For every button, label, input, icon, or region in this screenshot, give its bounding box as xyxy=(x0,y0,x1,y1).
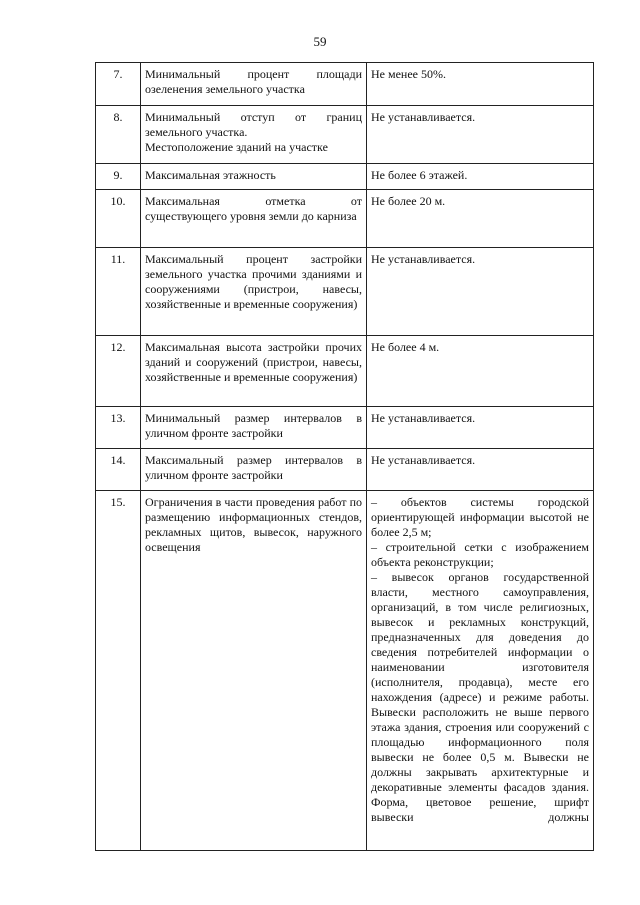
row-number: 10. xyxy=(96,190,141,248)
parameter-cell: Максимальная этажность xyxy=(141,164,367,190)
parameter-cell xyxy=(141,491,367,851)
parameter-cell: Максимальная высота застройки прочих зданий и сооружений (пристрои, навесы, хозяйственные и временные сооружения) xyxy=(141,336,367,407)
parameter-text: Минимальный отступ от границ земельного участка. xyxy=(145,110,362,139)
table-row xyxy=(96,63,594,106)
value-cell: Не устанавливается. xyxy=(367,407,594,449)
parameter-cell: Минимальный процент площади озеленения земельного участка xyxy=(141,63,367,106)
row-number: 15. xyxy=(96,491,141,851)
value-cell: Не менее 50%. xyxy=(367,63,594,106)
table-row xyxy=(96,164,594,190)
table-row xyxy=(96,336,594,407)
row-number: 8. xyxy=(96,106,141,164)
regulations-table xyxy=(95,62,594,851)
parameter-cell: Максимальный процент застройки земельного участка прочими зданиями и сооружениями (пристрои, навесы, хозяйственные и временные сооружения) xyxy=(141,248,367,336)
value-cell: Не более 6 этажей. xyxy=(367,164,594,190)
row-number: 9. xyxy=(96,164,141,190)
parameter-cell xyxy=(141,106,367,164)
row-number: 11. xyxy=(96,248,141,336)
value-list-item: – объектов системы городской ориентирующей информации высотой не более 2,5 м; xyxy=(371,495,589,539)
parameter-text-extra: Местоположение зданий на участке xyxy=(145,140,328,154)
parameter-cell: Максимальная отметка от существующего уровня земли до карниза xyxy=(141,190,367,248)
parameter-cell: Минимальный размер интервалов в уличном фронте застройки xyxy=(141,407,367,449)
page-number: 59 xyxy=(313,34,327,49)
row-number: 14. xyxy=(96,449,141,491)
value-cell: Не более 4 м. xyxy=(367,336,594,407)
row-number: 7. xyxy=(96,63,141,106)
table-row xyxy=(96,449,594,491)
row-number: 12. xyxy=(96,336,141,407)
value-cell: Не более 20 м. xyxy=(367,190,594,248)
table-row xyxy=(96,190,594,248)
parameter-cell: Максимальный размер интервалов в уличном фронте застройки xyxy=(141,449,367,491)
table-row xyxy=(96,106,594,164)
table-row xyxy=(96,491,594,851)
value-cell: Не устанавливается. xyxy=(367,449,594,491)
value-list-item: – строительной сетки с изображением объекта реконструкции; xyxy=(371,540,589,569)
value-cell: Не устанавливается. xyxy=(367,248,594,336)
value-cell xyxy=(367,491,594,851)
value-cell: Не устанавливается. xyxy=(367,106,594,164)
value-list-item: – вывесок органов государственной власти, местного самоуправления, организаций, в том числе религиозных, вывесок и рекламных конструкций, предназначенных для доведения до сведения потребителей информации о наименовании изготовителя (исполнителя, продавца), месте его нахождения (адресе) и режиме работы. Вывески расположить не выше первого этажа здания, строения или сооружений с площадью информационного поля вывески не более 0,5 м. Вывески не должны закрывать архитектурные и декоративные элементы фасадов здания. Форма, цветовое решение, шрифт вывески должны xyxy=(371,570,589,824)
table-row xyxy=(96,407,594,449)
parameter-text: Ограничения в части проведения работ по размещению информационных стендов, рекламных щитов, вывесок, наружного освещения xyxy=(145,495,362,554)
row-number: 13. xyxy=(96,407,141,449)
table-row xyxy=(96,248,594,336)
